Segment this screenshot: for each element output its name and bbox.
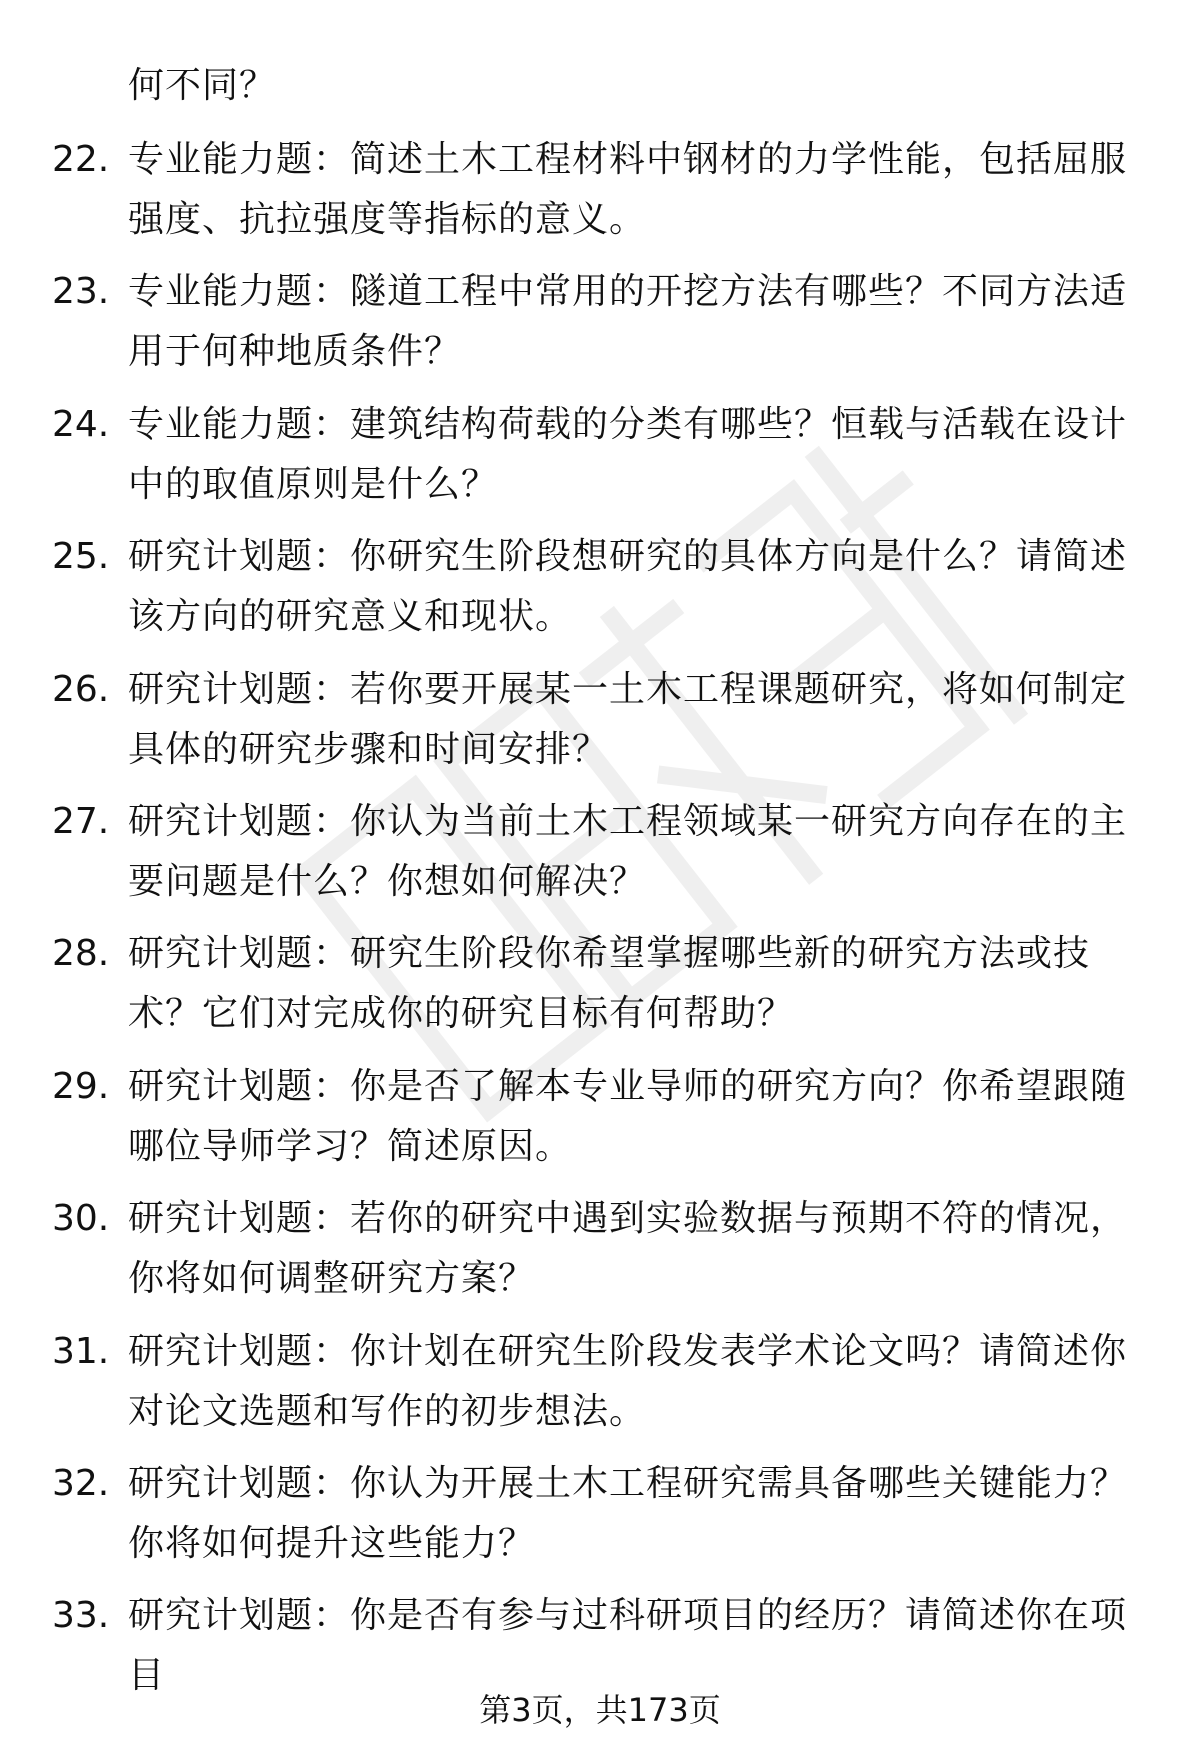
question-text: 专业能力题：建筑结构荷载的分类有哪些？恒载与活载在设计中的取值原则是什么？	[128, 403, 1128, 505]
question-item	[0, 792, 1200, 924]
question-text: 研究计划题：若你的研究中遇到实验数据与预期不符的情况，你将如何调整研究方案？	[128, 1198, 1128, 1300]
question-item	[0, 395, 1200, 527]
question-text: 研究计划题：你计划在研究生阶段发表学术论文吗？请简述你对论文选题和写作的初步想法。	[128, 1330, 1128, 1432]
question-number: 25.	[52, 536, 110, 578]
continuation-text: 何不同？	[128, 65, 277, 106]
question-list	[0, 130, 1200, 1719]
question-number: 33.	[52, 1595, 110, 1637]
question-item	[0, 130, 1200, 262]
question-item	[0, 527, 1200, 659]
question-item	[0, 924, 1200, 1056]
question-number: 28.	[52, 933, 110, 975]
question-number: 31.	[52, 1330, 110, 1372]
question-text: 专业能力题：隧道工程中常用的开挖方法有哪些？不同方法适用于何种地质条件？	[128, 271, 1128, 373]
question-number: 26.	[52, 668, 110, 710]
question-item	[0, 1454, 1200, 1586]
question-item	[0, 660, 1200, 792]
question-number: 23.	[52, 271, 110, 313]
question-number: 30.	[52, 1198, 110, 1240]
question-number: 29.	[52, 1065, 110, 1107]
question-item	[0, 1057, 1200, 1189]
question-item	[0, 262, 1200, 394]
page-footer: 第3页，共173页	[479, 1691, 721, 1729]
question-text: 研究计划题：研究生阶段你希望掌握哪些新的研究方法或技术？它们对完成你的研究目标有何帮助？	[128, 933, 1091, 1035]
question-number: 24.	[52, 403, 110, 445]
question-text: 专业能力题：简述土木工程材料中钢材的力学性能，包括屈服强度、抗拉强度等指标的意义。	[128, 139, 1128, 240]
question-text: 研究计划题：你认为开展土木工程研究需具备哪些关键能力？你将如何提升这些能力？	[128, 1462, 1128, 1564]
question-text: 研究计划题：你认为当前土木工程领域某一研究方向存在的主要问题是什么？你想如何解决？	[128, 800, 1128, 902]
question-text: 研究计划题：你研究生阶段想研究的具体方向是什么？请简述该方向的研究意义和现状。	[128, 536, 1128, 638]
question-text: 研究计划题：你是否有参与过科研项目的经历？请简述你在项目	[128, 1595, 1128, 1697]
question-item	[0, 1189, 1200, 1321]
question-number: 22.	[52, 139, 110, 180]
question-number: 27.	[52, 800, 110, 842]
question-text: 研究计划题：若你要开展某一土木工程课题研究，将如何制定具体的研究步骤和时间安排？	[128, 668, 1128, 770]
question-number: 32.	[52, 1462, 110, 1504]
question-item	[0, 1322, 1200, 1454]
question-text: 研究计划题：你是否了解本专业导师的研究方向？你希望跟随哪位导师学习？简述原因。	[128, 1065, 1128, 1167]
